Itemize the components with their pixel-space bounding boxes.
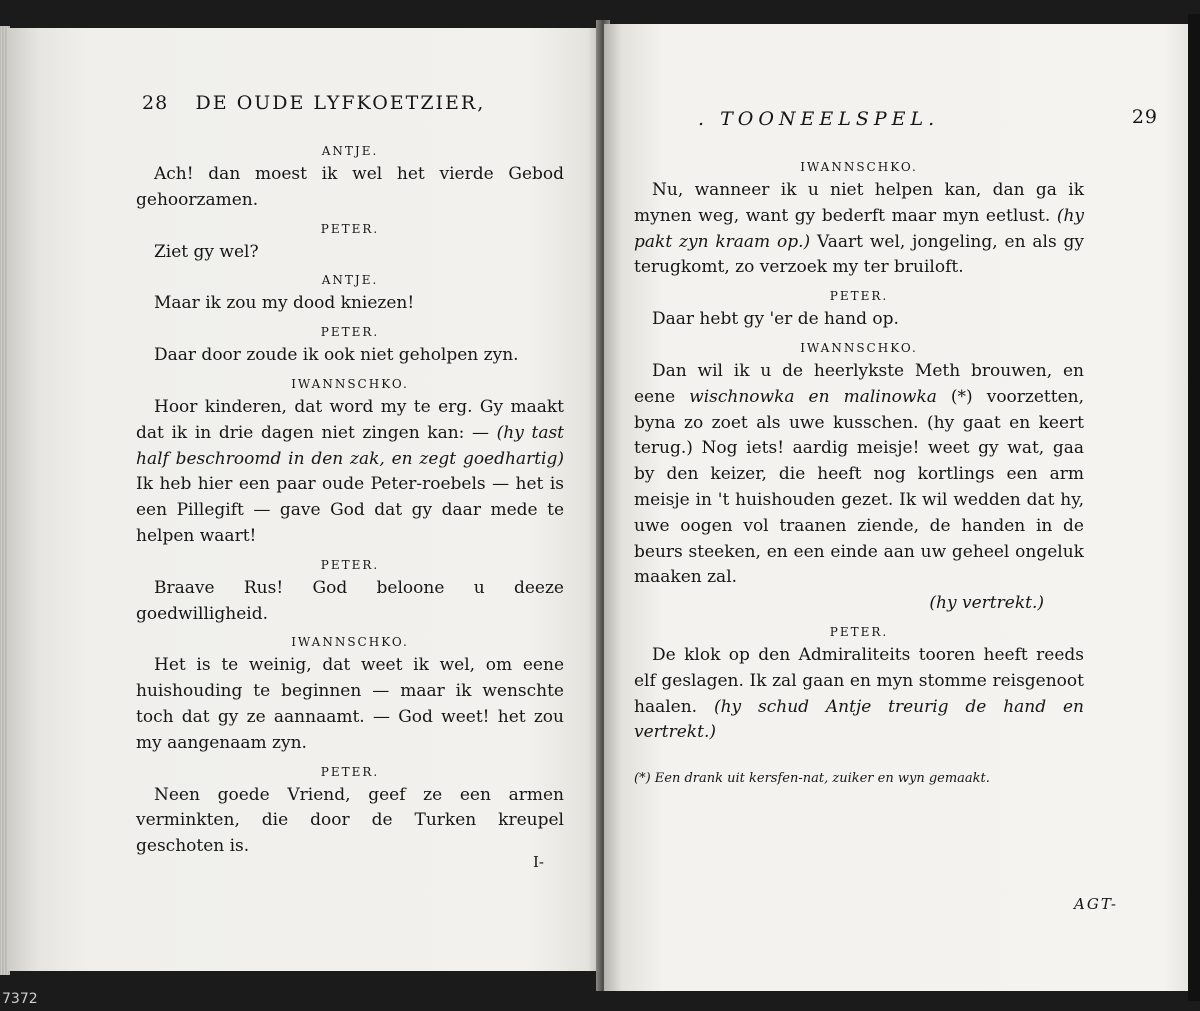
speaker-label: IWANNSCHKO. xyxy=(291,376,409,391)
left-header xyxy=(142,90,582,114)
speaker-label: IWANNSCHKO. xyxy=(800,160,918,174)
right-running-title: . TOONEELSPEL. xyxy=(698,108,940,130)
right-body xyxy=(634,152,1084,792)
speech-text-after: (*) voorzetten, byna zo zoet als uwe kusschen. (hy gaat en keert terug.) Nog iets! aardig meisje! weet gy wat, gaa by den keizer, die heeft nog kortlings een arm meisje in 't huishouden gezet. Ik wil wedden dat hy, uwe oogen vol traanen ziende, de handen in de beurs steeken, en een einde aan uw geheel ongeluk maaken zal. xyxy=(634,386,1085,588)
speech-text: De klok op den Admiraliteits tooren heeft reeds elf geslagen. Ik zal gaan en myn stomme reisgenoot haalen. xyxy=(634,644,1084,717)
speech-text-after: Vaart wel, jongeling, en als gy terugkomt, zo verzoek my ter bruiloft. xyxy=(634,231,1085,278)
right-page-number: 29 xyxy=(1131,106,1158,128)
speech-text: Het is te weinig, dat weet ik wel, om eene huishouding te beginnen — maar ik wenschte toch dat gy ze aannaamt. — God weet! het zou my aangenaam zyn. xyxy=(136,655,564,753)
left-catchword: I- xyxy=(533,853,544,871)
speaker-label: PETER. xyxy=(829,289,889,304)
speaker-label: ANTJE. xyxy=(321,144,379,158)
speech-text-after: Ik heb hier een paar oude Peter-roebels — het is een Pillegift — gave God dat gy daar mede te helpen waart! xyxy=(136,474,564,546)
speaker-label: ANTJE. xyxy=(321,273,379,288)
speech-text: Ziet gy wel? xyxy=(154,241,259,262)
speaker-label: PETER. xyxy=(320,325,380,340)
stage-direction: (hy vertrekt.) xyxy=(929,593,1044,614)
speech-paragraph xyxy=(136,395,564,550)
speaker-label: PETER. xyxy=(829,624,889,639)
edge-tag: 7372 xyxy=(2,991,38,1007)
stage-direction: (hy schud Antje treurig de hand en vertrekt.) xyxy=(634,696,1085,743)
left-page-number: 28 xyxy=(142,92,169,114)
speech-text: Nu, wanneer ik u niet helpen kan, dan ga ik mynen weg, want gy bederft maar myn eetlust. xyxy=(634,180,1084,226)
footnote: (*) Een drank uit kersfen-nat, zuiker en wyn gemaakt. xyxy=(634,771,990,787)
exit-direction xyxy=(634,591,1084,617)
scan-border xyxy=(1188,14,1200,1001)
speech-text: Neen goede Vriend, geef ze een armen verminkten, die door de Turken kreupel geschoten is. xyxy=(136,784,564,857)
speech-text: Hoor kinderen, dat word my te erg. Gy maakt dat ik in drie dagen niet zingen kan: — xyxy=(136,396,564,443)
speech-text: Daar hebt gy 'er de hand op. xyxy=(652,309,899,330)
speaker-label: IWANNSCHKO. xyxy=(291,635,409,650)
left-body xyxy=(136,136,564,860)
speaker-label: PETER. xyxy=(320,557,380,572)
speech-text: Daar door zoude ik ook niet geholpen zyn. xyxy=(154,345,519,366)
speaker-label: PETER. xyxy=(320,764,380,779)
speaker-label: PETER. xyxy=(320,221,380,236)
speech-text: Maar ik zou my dood kniezen! xyxy=(154,293,415,314)
speech-text: Ach! dan moest ik wel het vierde Gebod gehoorzamen. xyxy=(136,164,564,210)
speech-paragraph xyxy=(634,178,1084,281)
left-page xyxy=(8,28,602,971)
speech-paragraph xyxy=(634,359,1084,591)
stage-direction: (hy pakt zyn kraam op.) xyxy=(634,205,1085,252)
right-catchword: AGT- xyxy=(1074,895,1118,913)
stage-direction: (hy tast half beschroomd in den zak, en zegt goedhartig) xyxy=(136,422,565,469)
right-header xyxy=(698,106,1158,130)
right-page xyxy=(604,24,1190,991)
speech-text: Dan wil ik u de heerlykste Meth brouwen, en eene xyxy=(634,360,1084,407)
speaker-label: IWANNSCHKO. xyxy=(800,340,918,355)
speech-paragraph xyxy=(634,643,1084,746)
stage-direction: wischnowka en malinowka xyxy=(689,386,937,407)
left-running-title: DE OUDE LYFKOETZIER, xyxy=(195,92,486,114)
speech-text: Braave Rus! God beloone u deeze goedwilligheid. xyxy=(136,577,564,624)
